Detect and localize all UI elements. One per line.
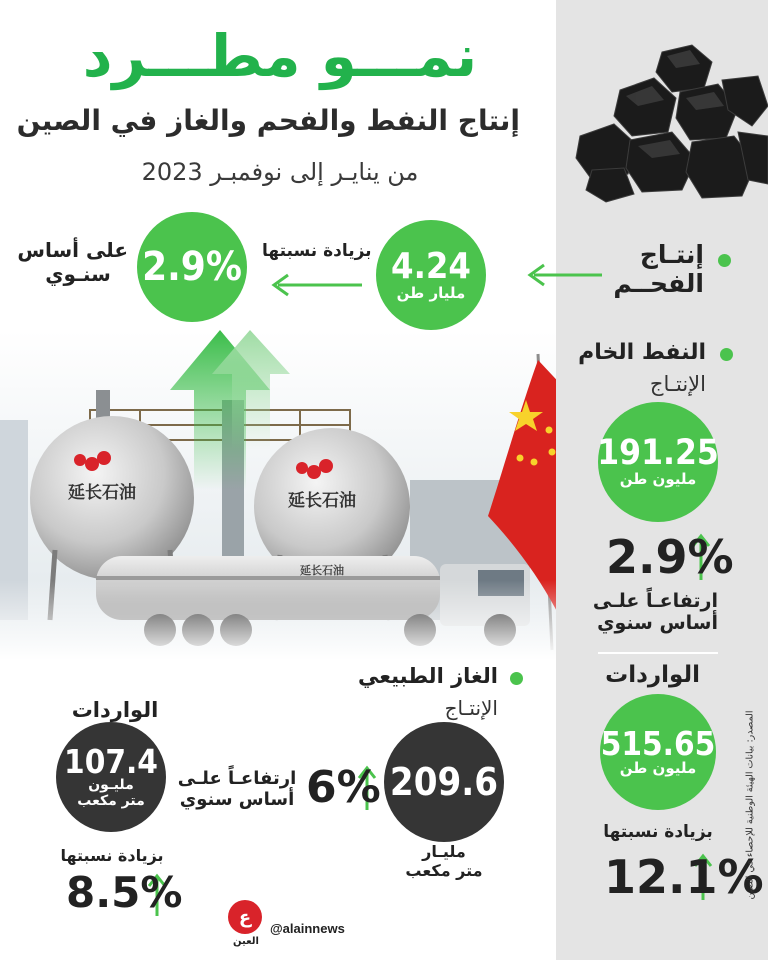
crude-oil-production-unit: مليون طن [619, 470, 697, 489]
natural-gas-imports-unit-line1: مليـون [88, 777, 134, 794]
social-handle: @alainnews [270, 921, 345, 936]
natural-gas-growth-line2: أساس سنوي [179, 789, 295, 810]
coal-production-unit: مليار طن [396, 283, 466, 302]
page-subtitle: إنتاج النفط والفحم والغاز في الصين [16, 104, 520, 137]
crude-oil-imports-unit: مليون طن [619, 759, 697, 778]
natural-gas-growth-percent: 6% [306, 762, 381, 813]
coal-growth-circle [137, 212, 247, 322]
crude-oil-production-value: 191.25 [597, 433, 719, 474]
alain-logo: ع [228, 900, 262, 934]
crude-oil-sublabel: الإنتـاج [649, 372, 706, 396]
coal-production-circle [376, 220, 486, 330]
natural-gas-unit-line2: متر مكعب [405, 861, 483, 880]
crude-oil-label: النفط الخام [578, 340, 706, 365]
arrow-left-icon [268, 272, 364, 298]
coal-label [613, 240, 704, 298]
coal-basis-line2: سنـوي [45, 262, 111, 286]
sphere-brand-left: 延长石油 [68, 483, 136, 503]
source-text: المصدر: بيانات الهيئة الوطنية للإحصاء في الصين [744, 710, 756, 900]
coal-label-line2: الفحــم [613, 269, 704, 298]
crude-oil-imports-circle [600, 694, 716, 810]
coal-bullet-icon [718, 254, 731, 267]
coal-basis-label [17, 238, 128, 286]
sphere-brand-right: 延长石油 [288, 491, 356, 511]
period-label: من ينايـر إلى نوفمبـر 2023 [141, 158, 419, 186]
coal-growth-percent: 2.9% [142, 244, 242, 290]
logo-text: العين [233, 936, 259, 947]
arrow-left-icon [524, 262, 604, 288]
natural-gas-imports-circle [56, 722, 166, 832]
page-title: نمـــو مطـــرد [82, 22, 478, 90]
crude-oil-imports-label: الواردات [605, 662, 700, 688]
natural-gas-imports-increase-label: بزيادة نسبتها [60, 846, 164, 865]
crude-oil-imports-increase-label: بزيادة نسبتها [603, 822, 713, 842]
coal-label-line1: إنتـاج [639, 240, 704, 269]
crude-oil-growth-line2: أساس سنوي [597, 612, 718, 634]
natural-gas-production-unit [400, 842, 488, 880]
natural-gas-production-circle [384, 722, 504, 842]
crude-oil-growth-basis [592, 590, 718, 634]
tanker-brand: 延长石油 [300, 564, 344, 577]
natural-gas-unit-line1: مليـار [422, 842, 466, 861]
natural-gas-imports-percent: 8.5% [66, 868, 183, 917]
natural-gas-imports-unit-line2: متر مكعب [77, 792, 145, 809]
industrial-scene-image [0, 330, 556, 660]
natural-gas-production-value: 209.6 [389, 760, 499, 804]
natural-gas-imports-value: 107.4 [64, 742, 158, 782]
natural-gas-sublabel: الإنتـاج [444, 696, 498, 720]
crude-oil-bullet-icon [720, 348, 733, 361]
natural-gas-imports-label: الواردات [71, 698, 159, 722]
coal-basis-line1: على أساس [17, 238, 128, 262]
coal-production-value: 4.24 [391, 245, 471, 287]
natural-gas-growth-line1: ارتفاعـاً علـى [177, 768, 297, 789]
crude-oil-growth-line1: ارتفاعـاً علـى [592, 590, 718, 612]
coal-pile-image [572, 40, 768, 205]
source-note [740, 700, 760, 910]
natural-gas-growth-basis [176, 768, 298, 810]
coal-increase-label: بزيادة نسبتها [262, 241, 372, 261]
natural-gas-bullet-icon [510, 672, 523, 685]
natural-gas-label: الغاز الطبيعي [357, 664, 498, 688]
crude-oil-imports-value: 515.65 [600, 724, 716, 764]
crude-oil-growth-percent: 2.9% [606, 530, 734, 584]
crude-oil-imports-percent: 12.1% [604, 850, 764, 904]
divider [598, 652, 718, 654]
crude-oil-production-circle [598, 402, 718, 522]
